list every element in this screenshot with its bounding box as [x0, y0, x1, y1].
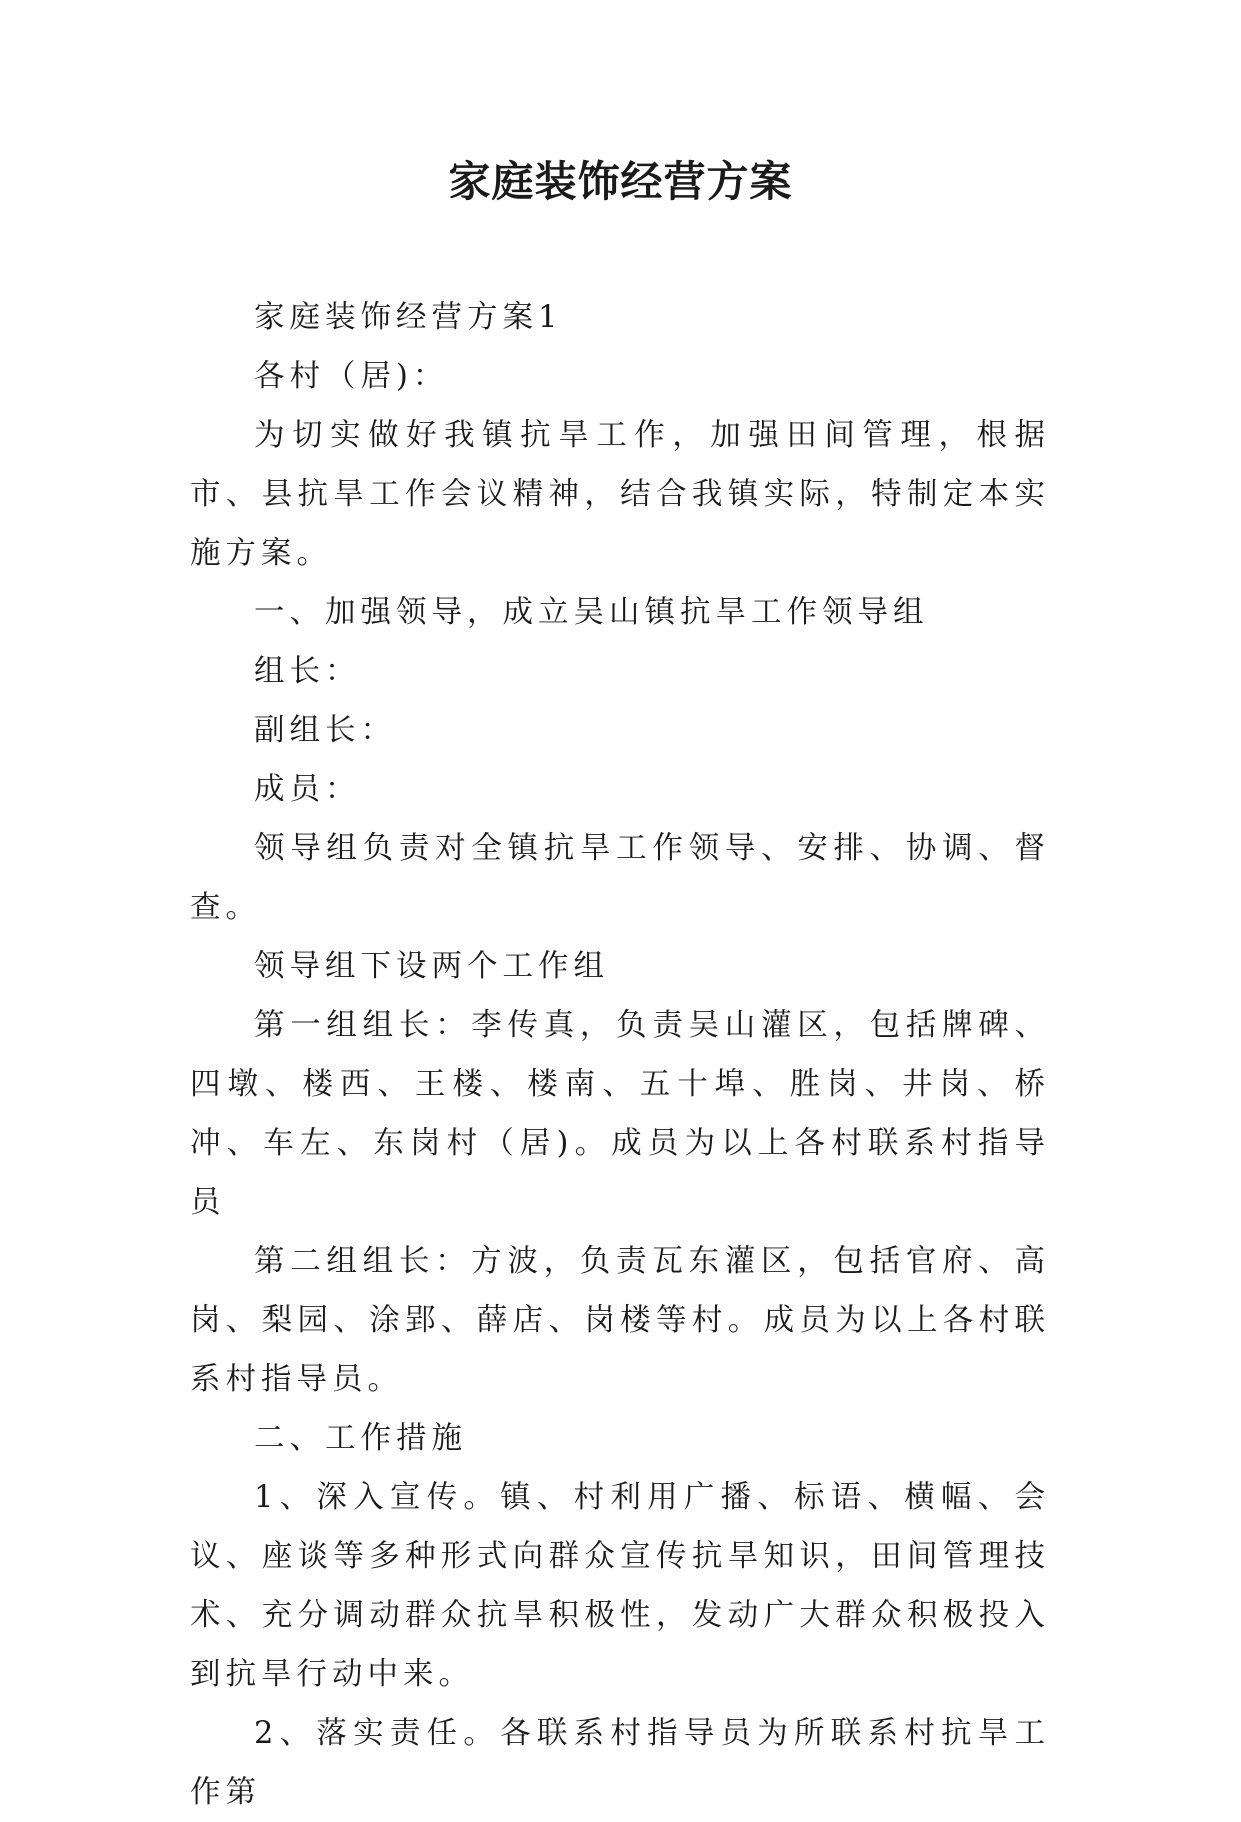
paragraph-members: 成员： [254, 772, 361, 807]
paragraph-measure-responsibility: 2、落实责任。各联系村指导员为所联系村抗旱工作第 [190, 1716, 1050, 1810]
paragraph-leadership-duty: 领导组负责对全镇抗旱工作领导、安排、协调、督查。 [190, 831, 1050, 925]
section-heading-leadership: 一、加强领导，成立吴山镇抗旱工作领导组 [254, 595, 929, 630]
paragraph-leader: 组长： [254, 654, 361, 689]
document-title: 家庭装饰经营方案 [448, 157, 793, 206]
paragraph-intro: 为切实做好我镇抗旱工作，加强田间管理，根据市、县抗旱工作会议精神，结合我镇实际，特制定本实施方案。 [190, 418, 1050, 571]
section-heading-measures: 二、工作措施 [254, 1421, 467, 1456]
paragraph-subtitle: 家庭装饰经营方案1 [254, 300, 563, 335]
paragraph-group-one: 第一组组长：李传真，负责吴山灌区，包括牌碑、四墩、楼西、王楼、楼南、五十埠、胜岗、井岗、桥冲、车左、东岗村（居)。成员为以上各村联系村指导员 [190, 1008, 1050, 1220]
paragraph-deputy-leader: 副组长： [254, 713, 396, 748]
paragraph-group-two: 第二组组长：方波，负责瓦东灌区，包括官府、高岗、梨园、涂郢、薛店、岗楼等村。成员为以上各村联系村指导员。 [190, 1244, 1050, 1397]
paragraph-salutation: 各村（居)： [254, 359, 449, 394]
paragraph-working-groups: 领导组下设两个工作组 [254, 949, 609, 984]
paragraph-measure-publicity: 1、深入宣传。镇、村利用广播、标语、横幅、会议、座谈等多种形式向群众宣传抗旱知识，田间管理技术、充分调动群众抗旱积极性，发动广大群众积极投入到抗旱行动中来。 [190, 1480, 1050, 1692]
document-body [190, 288, 1050, 1822]
